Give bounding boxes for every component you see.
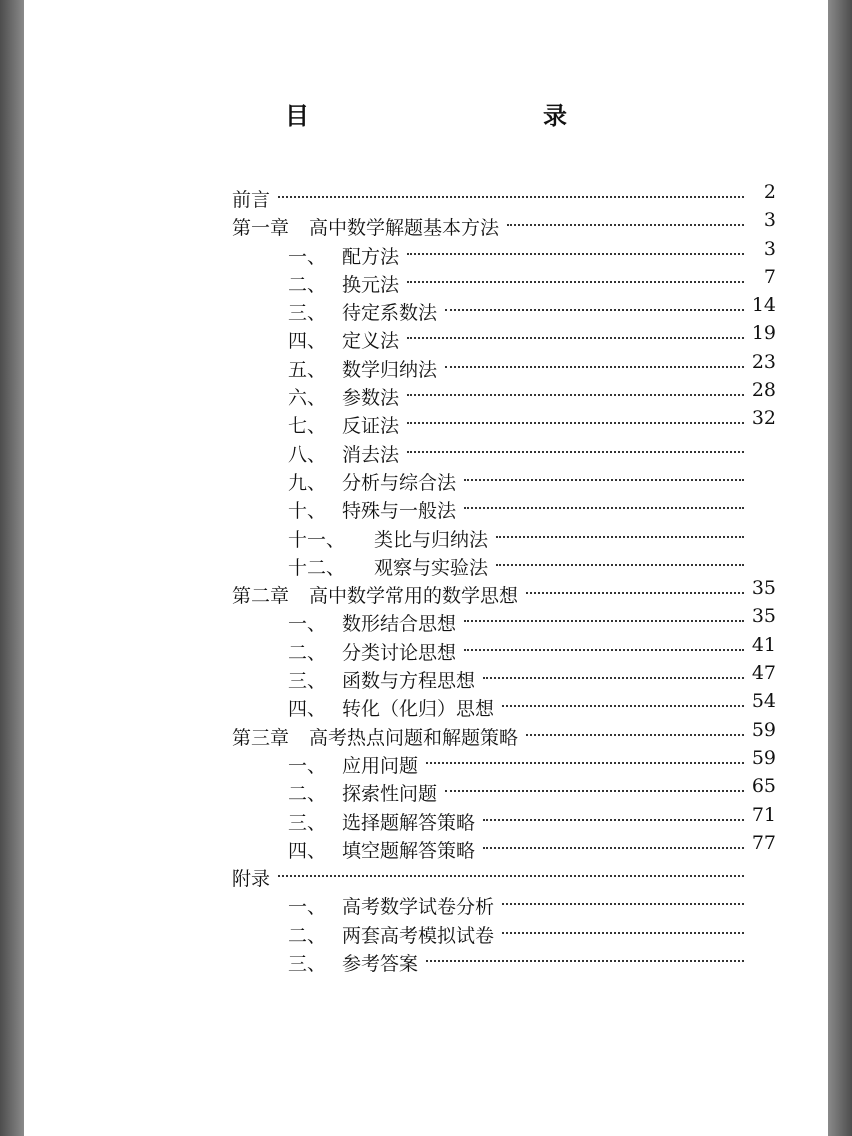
toc-entry-number: 一、	[288, 245, 327, 268]
toc-entry-number: 十一、	[288, 528, 346, 551]
toc-entry-number: 第二章	[232, 585, 290, 608]
toc-entry-label: 转化（化归）思想	[342, 698, 495, 721]
toc-entry-number: 二、	[288, 273, 327, 296]
toc-entry-label: 数学归纳法	[342, 358, 438, 381]
toc-entry[interactable]	[232, 461, 780, 494]
toc-entry-label: 两套高考模拟试卷	[342, 924, 495, 947]
toc-entry-number: 九、	[288, 471, 327, 494]
toc-entry-number: 一、	[288, 754, 327, 777]
toc-entry-page-number: 23	[751, 350, 776, 373]
dot-leader	[483, 801, 744, 829]
dot-leader	[426, 942, 744, 970]
toc-entry-number: 二、	[288, 924, 327, 947]
toc-entry-label: 参数法	[342, 387, 400, 410]
toc-entry[interactable]	[232, 235, 780, 268]
toc-entry-number: 四、	[288, 698, 327, 721]
table-of-contents	[232, 178, 780, 976]
toc-entry[interactable]	[232, 206, 780, 240]
toc-entry[interactable]	[232, 829, 780, 862]
toc-entry[interactable]	[232, 404, 780, 438]
toc-entry-page-number: 7	[763, 265, 776, 288]
toc-entry-number: 第三章	[232, 726, 290, 749]
toc-entry[interactable]	[232, 857, 780, 891]
toc-entry-number: 十、	[288, 500, 327, 523]
toc-entry-page-number: 32	[751, 407, 776, 430]
toc-entry-label: 换元法	[342, 273, 400, 296]
document-page	[24, 0, 828, 1136]
toc-entry-label: 选择题解答策略	[342, 811, 476, 834]
toc-entry[interactable]	[232, 546, 780, 579]
dot-leader	[445, 772, 744, 800]
toc-entry-label: 应用问题	[342, 754, 419, 777]
toc-entry-page-number: 35	[751, 605, 776, 628]
toc-entry-number: 四、	[288, 839, 327, 862]
dot-leader	[502, 687, 744, 715]
dot-leader	[407, 319, 744, 347]
toc-entry[interactable]	[232, 716, 780, 749]
toc-entry[interactable]	[232, 772, 780, 806]
toc-entry-number: 四、	[288, 330, 327, 353]
viewer-background-right	[828, 0, 852, 1136]
dot-leader	[278, 178, 744, 206]
toc-entry-page-number: 2	[763, 181, 776, 203]
dot-leader	[526, 716, 744, 744]
toc-entry[interactable]	[232, 631, 780, 664]
toc-entry-number: 一、	[288, 613, 327, 636]
dot-leader	[407, 235, 744, 263]
toc-entry-label: 附录	[232, 868, 271, 891]
toc-entry[interactable]	[232, 518, 780, 551]
toc-entry-page-number: 3	[763, 209, 776, 232]
toc-entry-label: 探索性问题	[342, 783, 438, 806]
toc-entry[interactable]	[232, 433, 780, 466]
toc-entry-page-number: 28	[751, 379, 776, 402]
toc-entry[interactable]	[232, 489, 780, 523]
dot-leader	[483, 829, 744, 857]
toc-entry-page-number: 71	[751, 803, 776, 826]
toc-entry-label: 高考热点问题和解题策略	[309, 726, 519, 749]
toc-entry-number: 五、	[288, 358, 327, 381]
dot-leader	[526, 574, 744, 602]
toc-entry-label: 高中数学常用的数学思想	[309, 585, 519, 608]
toc-entry-label: 消去法	[342, 443, 400, 466]
toc-entry-label: 特殊与一般法	[342, 500, 457, 523]
toc-entry-label: 待定系数法	[342, 302, 438, 325]
toc-entry-page-number: 41	[751, 633, 776, 656]
toc-entry[interactable]	[232, 801, 780, 834]
viewer-background-left	[0, 0, 24, 1136]
toc-entry[interactable]	[232, 659, 780, 693]
toc-entry-label: 分类讨论思想	[342, 641, 457, 664]
dot-leader	[464, 489, 744, 517]
toc-entry-number: 三、	[288, 953, 327, 976]
toc-entry[interactable]	[232, 602, 780, 636]
toc-entry-number: 一、	[288, 896, 327, 919]
toc-entry-number: 三、	[288, 302, 327, 325]
dot-leader	[502, 885, 744, 913]
toc-entry-page-number: 19	[751, 322, 776, 345]
toc-entry-page-number: 35	[751, 577, 776, 600]
toc-entry-label: 高考数学试卷分析	[342, 896, 495, 919]
dot-leader	[464, 631, 744, 659]
toc-entry-label: 类比与归纳法	[374, 528, 489, 551]
dot-leader	[407, 404, 744, 432]
toc-entry[interactable]	[232, 376, 780, 410]
toc-entry[interactable]	[232, 914, 780, 947]
toc-entry-label: 观察与实验法	[374, 556, 489, 579]
toc-entry-label: 配方法	[342, 245, 400, 268]
toc-entry[interactable]	[232, 687, 780, 721]
toc-entry-page-number: 47	[751, 662, 776, 685]
toc-entry-label: 反证法	[342, 415, 400, 438]
toc-entry-number: 第一章	[232, 217, 290, 240]
toc-entry-number: 八、	[288, 443, 327, 466]
toc-entry-label: 填空题解答策略	[342, 839, 476, 862]
toc-entry-number: 三、	[288, 811, 327, 834]
toc-entry-label: 高中数学解题基本方法	[309, 217, 500, 240]
toc-entry-label: 定义法	[342, 330, 400, 353]
dot-leader	[407, 376, 744, 404]
toc-entry[interactable]	[232, 291, 780, 325]
dot-leader	[496, 546, 744, 574]
toc-entry-label: 数形结合思想	[342, 613, 457, 636]
toc-entry[interactable]	[232, 348, 780, 381]
toc-entry-label: 参考答案	[342, 953, 419, 976]
toc-entry-number: 六、	[288, 387, 327, 410]
toc-entry[interactable]	[232, 574, 780, 608]
toc-entry[interactable]	[232, 178, 780, 211]
toc-entry-number: 十二、	[288, 556, 346, 579]
toc-entry[interactable]	[232, 744, 780, 777]
toc-entry-page-number: 3	[763, 237, 776, 260]
dot-leader	[507, 206, 744, 234]
dot-leader	[464, 461, 744, 489]
dot-leader	[278, 857, 744, 885]
dot-leader	[407, 263, 744, 291]
toc-entry-label: 分析与综合法	[342, 471, 457, 494]
dot-leader	[502, 914, 744, 942]
dot-leader	[426, 744, 744, 772]
toc-entry-page-number: 14	[751, 294, 776, 317]
dot-leader	[445, 291, 744, 319]
dot-leader	[445, 348, 744, 376]
toc-entry-label: 函数与方程思想	[342, 670, 476, 693]
toc-entry[interactable]	[232, 263, 780, 296]
toc-entry[interactable]	[232, 319, 780, 353]
dot-leader	[483, 659, 744, 687]
toc-entry-number: 二、	[288, 783, 327, 806]
toc-entry-page-number: 59	[751, 746, 776, 769]
toc-entry-page-number: 65	[751, 775, 776, 798]
dot-leader	[407, 433, 744, 461]
dot-leader	[464, 602, 744, 630]
toc-entry-number: 二、	[288, 641, 327, 664]
toc-entry-page-number: 77	[751, 831, 776, 854]
toc-entry-number: 三、	[288, 670, 327, 693]
dot-leader	[496, 518, 744, 546]
toc-entry-number: 七、	[288, 415, 327, 438]
toc-entry-label: 前言	[232, 189, 271, 211]
toc-entry-page-number: 59	[751, 718, 776, 741]
toc-entry[interactable]	[232, 942, 780, 976]
toc-entry[interactable]	[232, 885, 780, 919]
toc-entry-page-number: 54	[751, 690, 776, 713]
page-title: 目 录	[285, 101, 629, 130]
